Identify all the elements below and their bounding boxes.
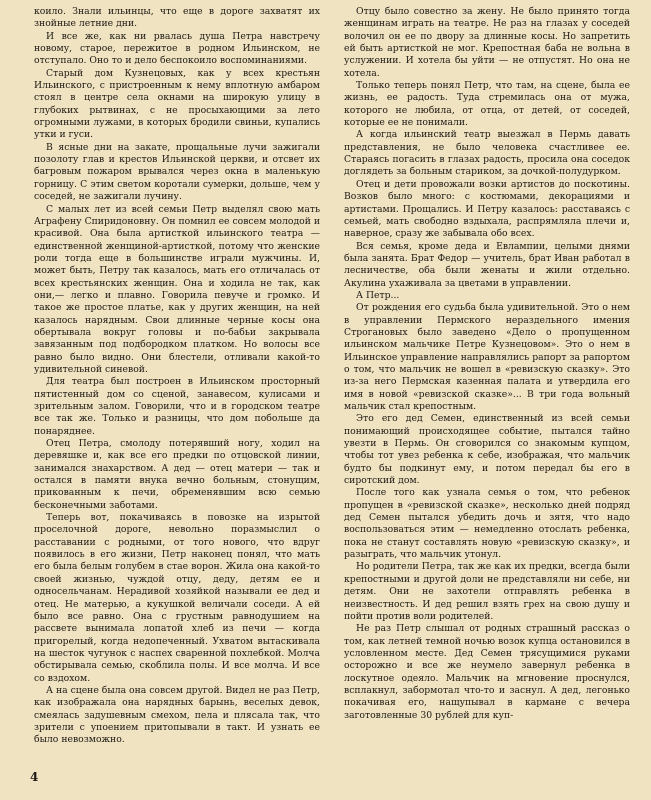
page-number: 4	[30, 770, 39, 784]
paragraph: Отец Петра, смолоду потерявший ногу, ходил на деревяшке и, как все его предки по отцовской линии, занимался знахарством. А дед — отец матери — так и остался в памяти внука вечно больным, стонущим, прикованным к печи, обременявшим всю семью бесконечными заботами.	[34, 438, 320, 511]
right-column	[344, 6, 630, 722]
paragraph: С малых лет из всей семьи Петр выделял свою мать Аграфену Спиридоновну. Он помнил ее совсем молодой и красивой. Она была артисткой ильинского театра — единственной женщиной-артисткой, потому что женские роли тогда еще в большинстве играли мужчины. И, может быть, Петру так казалось, мать его отличалась от всех крестьянских женщин. Она и ходила не так, как они,— легко и плавно. Говорила певуче и громко. И такое же простое платье, как у других женщин, на ней казалось нарядным. Свои длинные черные косы она обертывала вокруг головы и по-бабьи закрывала завязанным под подбородком платком. Но волосы все равно было видно. Они блестели, отливали какой-то удивительной синевой.	[34, 203, 320, 375]
left-column	[34, 6, 320, 747]
paragraph: Теперь вот, покачиваясь в повозке на изрытой проселочной дороге, невольно поразмыслил о расставании с родными, от того нового, что вдруг появилось в его жизни, Петр наконец понял, что мать его была белым голубем в стае ворон. Жила она какой-то своей жизнью, чуждой отцу, деду, детям ее и односельчанам. Нерадивой хозяйкой называли ее дед и отец. Не матерью, а кукушкой величали соседи. А ей было все равно. Она с грустным равнодушием на рассвете вынимала лопатой хлеб из печи — когда пригорелый, когда недопеченный. Ухватом вытаскивала на шесток чугунок с наспех сваренной похлебкой. Молча обстирывала семью, скоблила полы. И все молча. И все со вздохом.	[34, 512, 320, 684]
paragraph: После того как узнала семья о том, что ребенок пропущен в «ревизской сказке», несколько дней подряд дед Семен пытался убедить дочь и зятя, что надо воспользоваться этим — немедленно отослать ребенка, пока не станут составлять новую «ревизскую сказку», и разыграть, что мальчик утонул.	[344, 487, 630, 561]
paragraph: коило. Знали ильинцы, что еще в дороге захватят их знойные летние дни.	[34, 6, 320, 30]
paragraph: Отец и дети провожали возки артистов до поскотины. Возков было много: с костюмами, декорациями и артистами. Прощались. И Петру казалось: расставаясь с семьей, мать свободно вздыхала, распрямляла плечи и, наверное, сразу же забывала обо всех.	[344, 178, 630, 240]
paragraph: А когда ильинский театр выезжал в Пермь давать представления, не было человека счастливее ее. Стараясь погасить в глазах радость, просила она соседок доглядеть за больным стариком, за дочкой-полудурком.	[344, 129, 630, 178]
paragraph: От рождения его судьба была удивительной. Это о нем в управлении Пермского нераздельного имения Строгановых было заведено «Дело о пропущенном ильинском мальчике Петре Кузнецовом». Это о нем в Ильинское управление направлялись рапорт за рапортом о том, что мальчик не вошел в «ревизскую сказку». Это из-за него Пермская казенная палата и утвердила его имя в новой «ревизской сказке»... В три года вольный мальчик стал крепостным.	[344, 302, 630, 412]
paragraph: Это его дед Семен, единственный из всей семьи понимающий происходящее событие, пытался тайно увезти в Пермь. Он сговорился со знакомым купцом, чтобы тот увез ребенка к себе, изображая, что мальчик будто бы подкинут ему, и потом передал бы его в сиротский дом.	[344, 413, 630, 487]
paragraph: Вся семья, кроме деда и Евлампии, целыми днями была занята. Брат Федор — учитель, брат Иван работал в лесничестве, оба были женаты и жили отдельно. Акулина ухаживала за цветами в управлении.	[344, 240, 630, 289]
paragraph: А на сцене была она совсем другой. Видел не раз Петр, как изображала она нарядных барынь, веселых девок, смеялась задушевным смехом, пела и плясала так, что зрители с упоением притопывали в такт. И узнать ее было невозможно.	[34, 684, 320, 746]
paragraph: А Петр...	[356, 289, 400, 301]
paragraph: Для театра был построен в Ильинском просторный пятистенный дом со сценой, занавесом, кулисами и зрительным залом. Говорили, что и в городском театре все так же. Только и разницы, что дом побольше да понаряднее.	[34, 376, 320, 437]
paragraph: Но родители Петра, так же как их предки, всегда были крепостными и другой доли не представляли ни себе, ни детям. Они не захотели отправлять ребенка в неизвестность. И дед решил взять грех на свою душу и пойти против воли родителей.	[344, 561, 630, 622]
paragraph: Только теперь понял Петр, что там, на сцене, была ее жизнь, ее радость. Туда стремилась она от мужа, которого не любила, от отца, от детей, от соседей, которые ее не понимали.	[344, 80, 630, 129]
paragraph: И все же, как ни рвалась душа Петра навстречу новому, старое, пережитое в родном Ильинском, не отступало. Оно то и дело беспокоило воспоминаниями.	[34, 30, 320, 67]
paragraph: Отцу было совестно за жену. Не было принято тогда женщинам играть на театре. Не раз на глазах у соседей волочил он ее по двору за длинные косы. Но запретить ей быть артисткой не мог. Крепостная баба не вольна в услужении. И хотела бы уйти — не отпустят. Но она не хотела.	[344, 6, 630, 79]
paragraph: В ясные дни на закате, прощальные лучи зажигали позолоту глав и крестов Ильинской церкви, и отсвет их багровым пожаром врывался через окна в маленькую горницу. С этим светом коротали сумерки, дольше, чем у соседей, не зажигали лучину.	[34, 141, 320, 203]
paragraph: Не раз Петр слышал от родных страшный рассказ о том, как летней темной ночью возок купца остановился в условленном месте. Дед Семен трясущимися руками осторожно и все же неумело завернул ребенка в лоскутное одеяло. Мальчик на мгновение проснулся, всплакнул, забормотал что-то и заснул. А дед, легонько покачивая его, нащупывал в кармане с вечера заготовленные 30 рублей для куп-	[344, 623, 630, 721]
paragraph: Старый дом Кузнецовых, как у всех крестьян Ильинского, с пристроенным к нему вплотную амбаром стоял в центре села окнами на широкую улицу в глубоких рытвинах, с не просыхающими за лето огромными лужами, в которых бродили свиньи, купались утки и гуси.	[34, 67, 320, 141]
